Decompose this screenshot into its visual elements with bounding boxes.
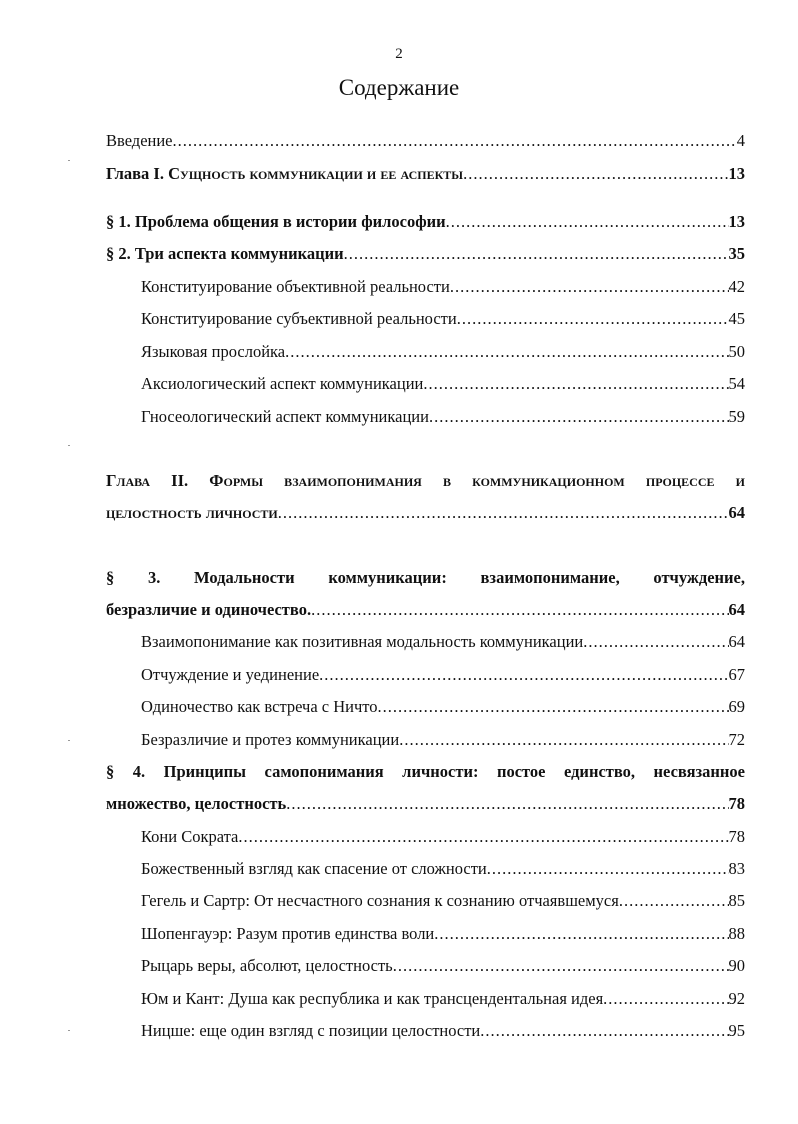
leader-dots xyxy=(429,406,729,428)
toc-page: 72 xyxy=(728,730,745,749)
toc-entry-section-3-line-2 xyxy=(106,599,745,621)
toc-entry-chapter-2-line-2 xyxy=(106,502,745,524)
leader-dots xyxy=(173,130,737,152)
toc-page: 78 xyxy=(728,827,745,846)
leader-dots xyxy=(378,696,729,718)
toc-label: безразличие и одиночество. xyxy=(106,600,312,619)
toc-subentry xyxy=(141,826,745,848)
toc-label: Рыцарь веры, абсолют, целостность xyxy=(141,956,393,975)
toc-subentry xyxy=(141,1020,745,1042)
toc-subentry xyxy=(141,890,745,912)
toc-page: 83 xyxy=(728,859,745,878)
leader-dots xyxy=(487,858,729,880)
toc-page: 69 xyxy=(728,697,745,716)
toc-page: 54 xyxy=(728,374,745,393)
scan-mark xyxy=(68,1030,70,1031)
toc-entry-section-4-line-2 xyxy=(106,793,745,815)
toc-label: Гносеологический аспект коммуникации xyxy=(141,407,429,426)
toc-subentry xyxy=(141,341,745,363)
leader-dots xyxy=(583,631,728,653)
toc-entry-chapter-1 xyxy=(106,163,745,185)
toc-page: 64 xyxy=(728,503,745,522)
toc-label: § 1. Проблема общения в истории философии xyxy=(106,212,446,231)
toc-label-prefix: Глава I. xyxy=(106,164,169,183)
toc-label: Сущность коммуникации и ее аспекты xyxy=(168,164,464,183)
scan-mark xyxy=(68,160,70,161)
toc-label: Гегель и Сартр: От несчастного сознания к сознанию отчаявшемуся xyxy=(141,891,619,910)
toc-label: Взаимопонимание как позитивная модальность коммуникации xyxy=(141,632,584,651)
leader-dots xyxy=(286,793,728,815)
leader-dots xyxy=(434,923,728,945)
toc-subentry xyxy=(141,923,745,945)
toc-page: 42 xyxy=(728,277,745,296)
leader-dots xyxy=(603,988,728,1010)
leader-dots xyxy=(393,955,729,977)
leader-dots xyxy=(450,276,729,298)
page-number: 2 xyxy=(395,46,403,62)
toc-subentry xyxy=(141,406,745,428)
toc-entry-section-4-line-1: § 4. Принципы самопонимания личности: постое единство, несвязанное xyxy=(106,762,745,781)
leader-dots xyxy=(344,243,729,265)
toc-subentry xyxy=(141,373,745,395)
toc-subentry xyxy=(141,308,745,330)
toc-page: 90 xyxy=(728,956,745,975)
toc-page: 64 xyxy=(728,632,745,651)
toc-label: Введение xyxy=(106,131,173,150)
toc-subentry xyxy=(141,696,745,718)
toc-subentry xyxy=(141,276,745,298)
toc-page: 95 xyxy=(728,1021,745,1040)
toc-label: Юм и Кант: Душа как республика и как трансцендентальная идея xyxy=(141,989,604,1008)
toc-page: 78 xyxy=(728,794,745,813)
toc-page: 45 xyxy=(728,309,745,328)
scan-mark xyxy=(68,445,70,446)
toc-entry-introduction xyxy=(106,130,745,152)
leader-dots xyxy=(480,1020,728,1042)
toc-page: 59 xyxy=(728,407,745,426)
toc-label: Божественный взгляд как спасение от сложности xyxy=(141,859,487,878)
leader-dots xyxy=(278,502,729,524)
toc-page: 13 xyxy=(728,164,745,183)
page-title: Содержание xyxy=(338,75,460,100)
toc-label: множество, целостность xyxy=(106,794,287,813)
toc-subentry xyxy=(141,955,745,977)
toc-label: Языковая прослойка xyxy=(141,342,286,361)
toc-label: Шопенгауэр: Разум против единства воли xyxy=(141,924,435,943)
toc-label: целостность личности xyxy=(106,503,278,522)
leader-dots xyxy=(619,890,729,912)
toc-page: 4 xyxy=(736,131,745,150)
toc-label: Аксиологический аспект коммуникации xyxy=(141,374,424,393)
toc-label: Отчуждение и уединение xyxy=(141,665,320,684)
leader-dots xyxy=(319,664,728,686)
leader-dots xyxy=(399,729,728,751)
toc-page: 35 xyxy=(728,244,745,263)
scan-mark xyxy=(68,740,70,741)
toc-page: 64 xyxy=(728,600,745,619)
toc-subentry xyxy=(141,988,745,1010)
leader-dots xyxy=(285,341,728,363)
toc-label: Конституирование субъективной реальности xyxy=(141,309,457,328)
toc-page: 88 xyxy=(728,924,745,943)
toc-label: Ницше: еще один взгляд с позиции целостности xyxy=(141,1021,481,1040)
toc-label: Конституирование объективной реальности xyxy=(141,277,450,296)
toc-entry-chapter-2-line-1: Глава II. Формы взаимопонимания в коммуникационном процессе и xyxy=(106,471,745,490)
toc-entry-section-1 xyxy=(106,211,745,233)
toc-subentry xyxy=(141,664,745,686)
toc-page: 92 xyxy=(728,989,745,1008)
toc-label: Одиночество как встреча с Ничто xyxy=(141,697,378,716)
toc-page: 13 xyxy=(728,212,745,231)
leader-dots xyxy=(238,826,728,848)
toc-label: Безразличие и протез коммуникации xyxy=(141,730,400,749)
toc-subentry xyxy=(141,858,745,880)
toc-label: Кони Сократа xyxy=(141,827,239,846)
toc-page: 85 xyxy=(728,891,745,910)
toc-subentry xyxy=(141,729,745,751)
leader-dots xyxy=(423,373,728,395)
toc-subentry xyxy=(141,631,745,653)
leader-dots xyxy=(457,308,729,330)
toc-entry-section-3-line-1: § 3. Модальности коммуникации: взаимопонимание, отчуждение, xyxy=(106,568,745,587)
toc-page: 50 xyxy=(728,342,745,361)
leader-dots xyxy=(446,211,729,233)
toc-entry-section-2 xyxy=(106,243,745,265)
toc-page: 67 xyxy=(728,665,745,684)
toc-label: § 2. Три аспекта коммуникации xyxy=(106,244,344,263)
leader-dots xyxy=(311,599,728,621)
leader-dots xyxy=(463,163,728,185)
